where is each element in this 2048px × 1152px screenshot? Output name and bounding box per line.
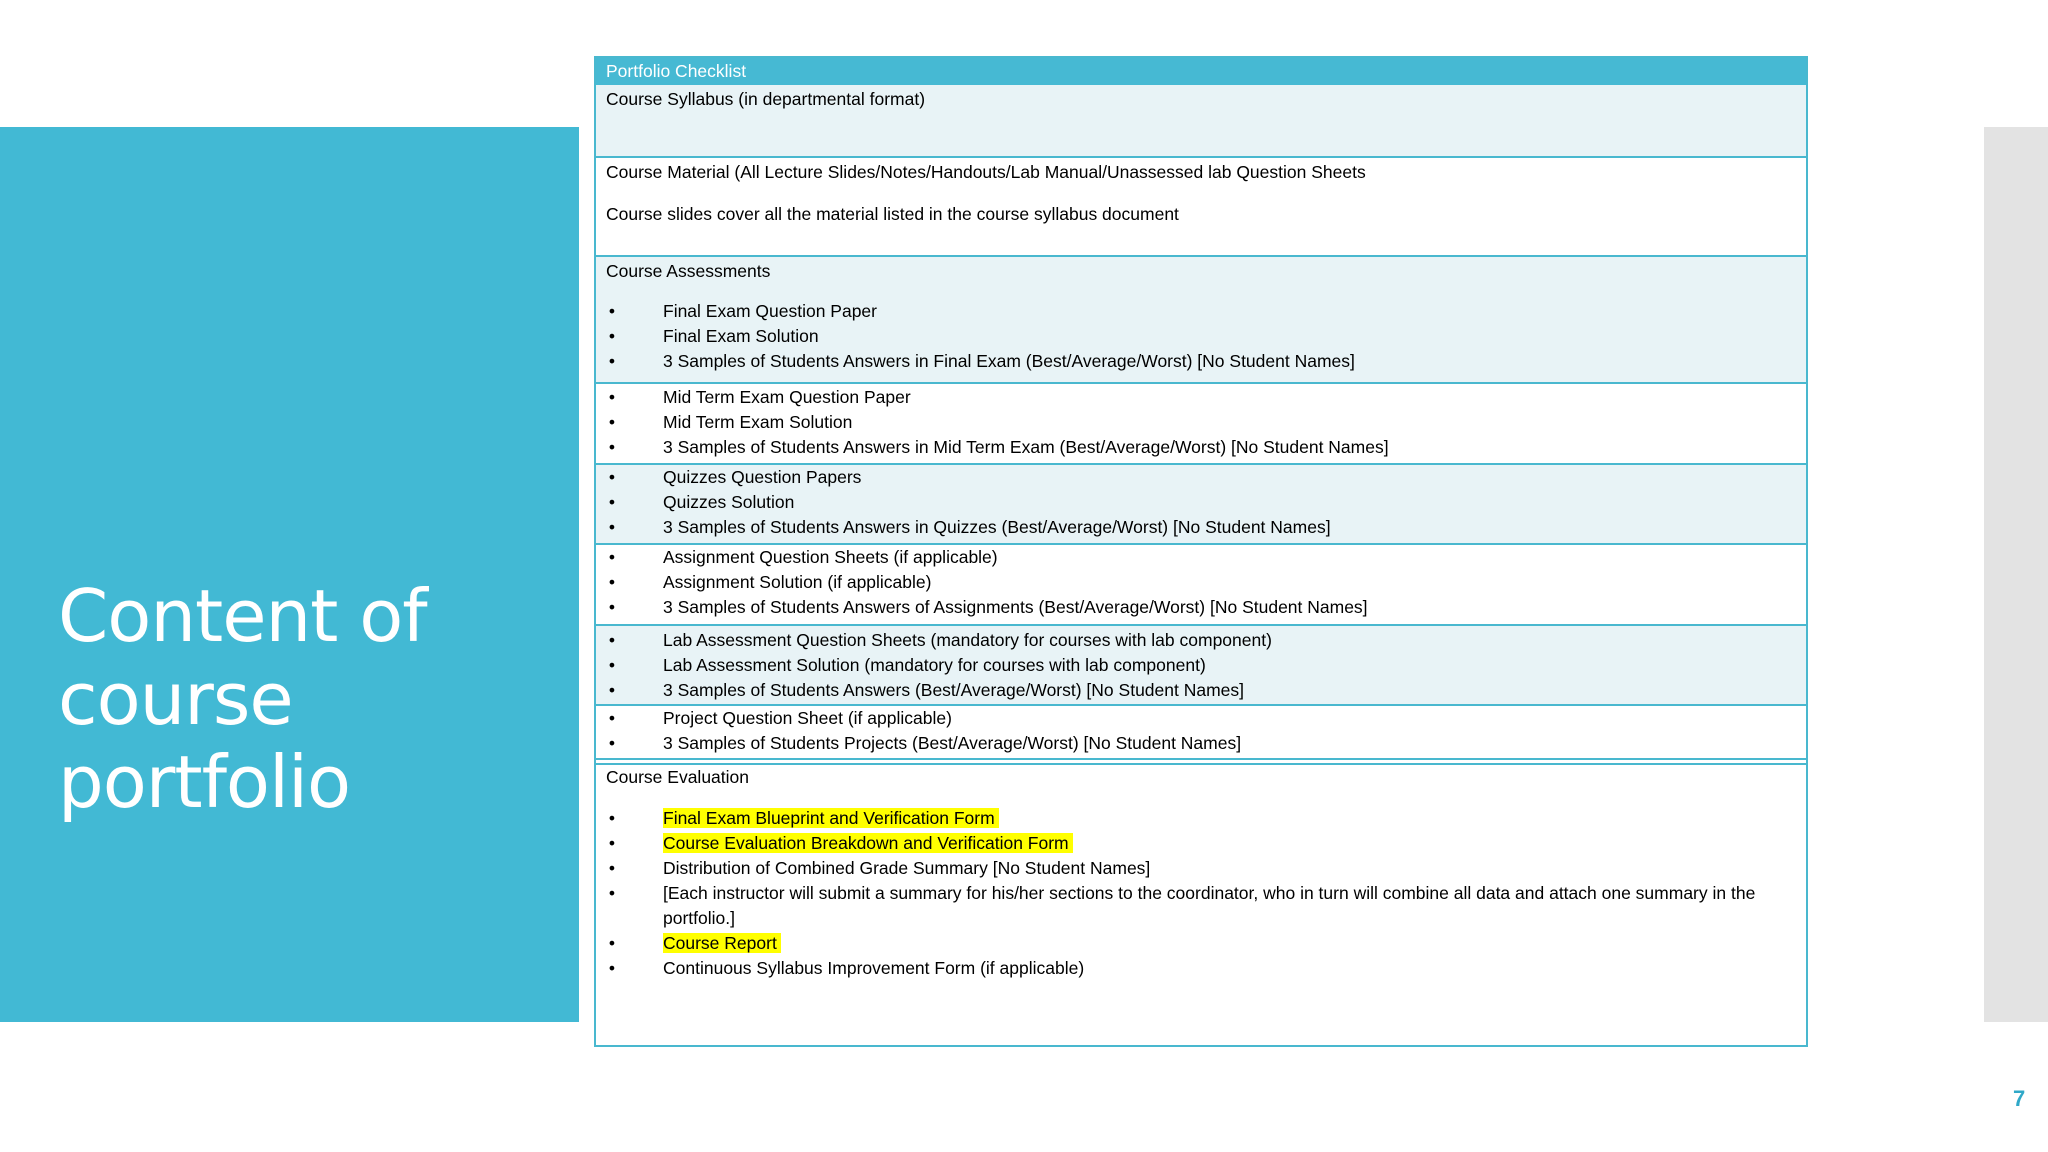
list-item: • Distribution of Combined Grade Summary [No Student Names] — [606, 856, 1796, 881]
assessments-title: Course Assessments — [606, 261, 771, 281]
list-item: • Mid Term Exam Solution — [606, 410, 1796, 435]
slide-title: Content of course portfolio — [58, 574, 427, 824]
quizzes-list — [606, 465, 1796, 540]
list-item: • Lab Assessment Question Sheets (mandatory for courses with lab component) — [606, 628, 1796, 653]
bullet-icon: • — [608, 597, 616, 617]
list-item: • Assignment Solution (if applicable) — [606, 570, 1796, 595]
quizzes-cell — [596, 465, 1806, 545]
list-item: • Lab Assessment Solution (mandatory for courses with lab component) — [606, 653, 1796, 678]
highlighted-text: Course Report — [663, 933, 781, 953]
list-item: • 3 Samples of Students Answers in Quizzes (Best/Average/Worst) [No Student Names] — [606, 515, 1796, 540]
bullet-icon: • — [608, 387, 616, 407]
bullet-icon: • — [608, 680, 616, 700]
highlighted-text: Course Evaluation Breakdown and Verification Form — [663, 833, 1073, 853]
bullet-icon: • — [608, 351, 616, 371]
lab-list — [606, 628, 1796, 703]
bullet-icon: • — [608, 437, 616, 457]
page-number: 7 — [2013, 1086, 2026, 1111]
final-exam-list — [606, 299, 1796, 374]
list-item: • Final Exam Question Paper — [606, 299, 1796, 324]
material-cell — [596, 158, 1806, 257]
syllabus-cell — [596, 85, 1806, 158]
material-label: Course Material (All Lecture Slides/Notes/Handouts/Lab Manual/Unassessed lab Question Sheets — [606, 162, 1366, 182]
bullet-icon: • — [608, 630, 616, 650]
bullet-icon: • — [608, 808, 616, 828]
syllabus-label: Course Syllabus (in departmental format) — [606, 89, 926, 109]
list-item — [606, 831, 1796, 856]
bullet-icon: • — [608, 933, 616, 953]
bullet-icon: • — [608, 833, 616, 853]
assignments-list — [606, 545, 1796, 620]
midterm-cell — [596, 384, 1806, 465]
bullet-icon: • — [608, 858, 616, 878]
checklist-header: Portfolio Checklist — [596, 58, 1806, 85]
midterm-list — [606, 385, 1796, 460]
list-item: • Mid Term Exam Question Paper — [606, 385, 1796, 410]
bullet-icon: • — [608, 326, 616, 346]
material-note: Course slides cover all the material listed in the course syllabus document — [606, 204, 1179, 224]
bullet-icon: • — [608, 958, 616, 978]
lab-cell — [596, 626, 1806, 706]
list-item: • Assignment Question Sheets (if applicable) — [606, 545, 1796, 570]
bullet-icon: • — [608, 572, 616, 592]
bullet-icon: • — [608, 883, 616, 903]
bullet-icon: • — [608, 733, 616, 753]
bullet-icon: • — [608, 301, 616, 321]
evaluation-list — [606, 806, 1796, 981]
list-item: • 3 Samples of Students Answers (Best/Average/Worst) [No Student Names] — [606, 678, 1796, 703]
list-item: • 3 Samples of Students Answers of Assignments (Best/Average/Worst) [No Student Names] — [606, 595, 1796, 620]
list-item: • Quizzes Solution — [606, 490, 1796, 515]
list-item: • Project Question Sheet (if applicable) — [606, 706, 1796, 731]
list-item: • 3 Samples of Students Answers in Final Exam (Best/Average/Worst) [No Student Names] — [606, 349, 1796, 374]
assessments-final-cell — [596, 257, 1806, 384]
bullet-icon: • — [608, 467, 616, 487]
title-panel — [0, 127, 579, 1022]
list-item — [606, 806, 1796, 831]
list-item: • [Each instructor will submit a summary for his/her sections to the coordinator, who in turn will combine all data and attach one summary in the portfolio.] — [606, 881, 1796, 931]
portfolio-checklist-table — [594, 56, 1808, 1047]
assignments-cell — [596, 545, 1806, 626]
list-item: • Quizzes Question Papers — [606, 465, 1796, 490]
project-cell — [596, 706, 1806, 758]
evaluation-cell — [596, 765, 1806, 981]
side-strip — [1984, 127, 2048, 1022]
list-item: • Final Exam Solution — [606, 324, 1796, 349]
bullet-icon: • — [608, 412, 616, 432]
list-item: • 3 Samples of Students Projects (Best/Average/Worst) [No Student Names] — [606, 731, 1796, 756]
list-item: • 3 Samples of Students Answers in Mid Term Exam (Best/Average/Worst) [No Student Names] — [606, 435, 1796, 460]
bullet-icon: • — [608, 517, 616, 537]
evaluation-title: Course Evaluation — [606, 767, 749, 787]
bullet-icon: • — [608, 708, 616, 728]
list-item: • Continuous Syllabus Improvement Form (if applicable) — [606, 956, 1796, 981]
highlighted-text: Final Exam Blueprint and Verification Form — [663, 808, 999, 828]
bullet-icon: • — [608, 655, 616, 675]
project-list — [606, 706, 1796, 756]
list-item — [606, 931, 1796, 956]
bullet-icon: • — [608, 547, 616, 567]
bullet-icon: • — [608, 492, 616, 512]
